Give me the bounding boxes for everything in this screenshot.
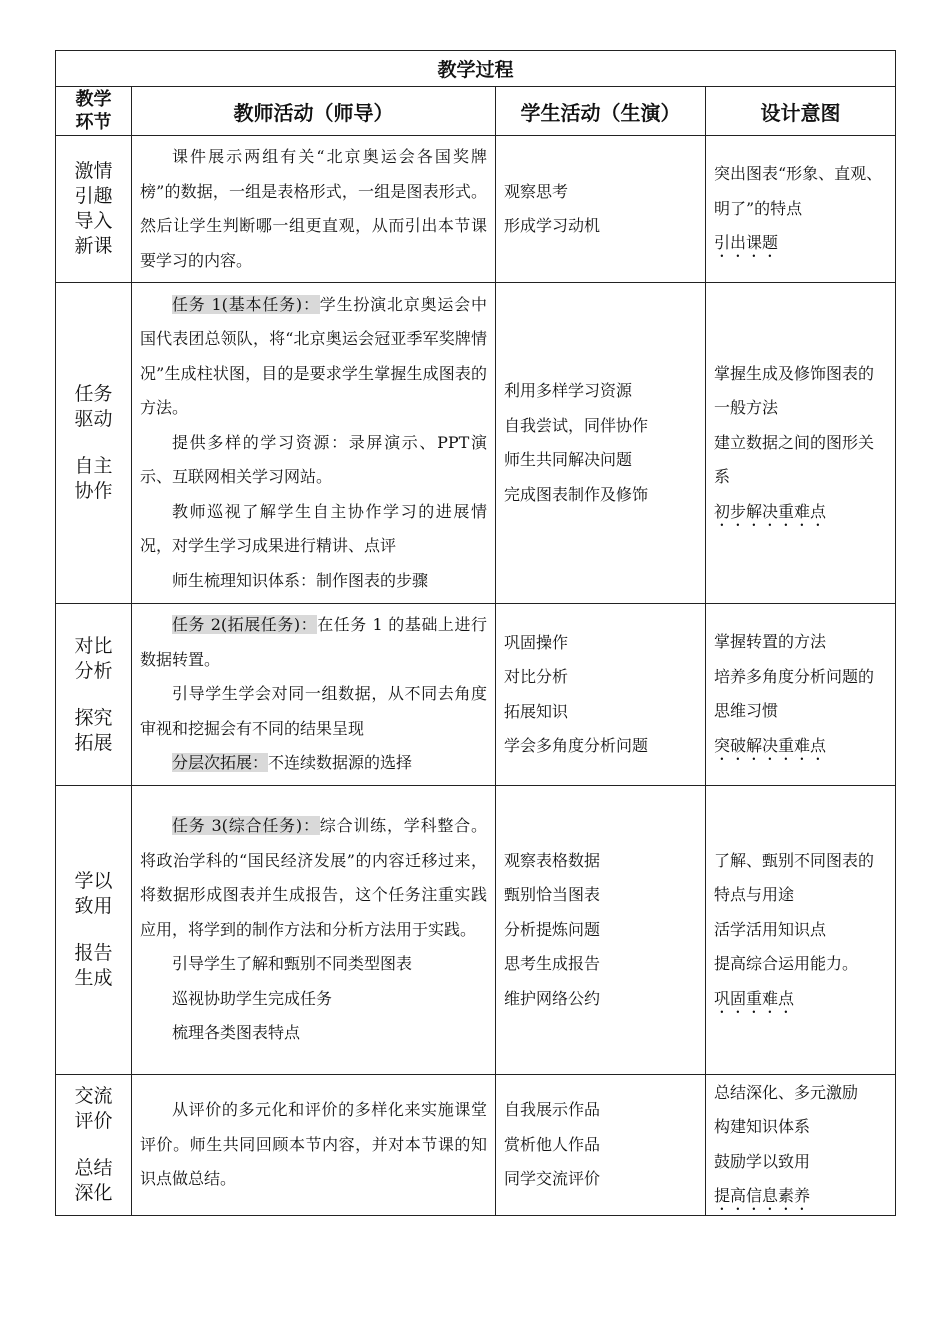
teacher-text: 在任务 1 的基础上进行数据转置。 [140, 615, 487, 669]
teaching-process-table [55, 50, 896, 1216]
stage-cell [56, 136, 132, 283]
stage-text: 分析 [74, 659, 113, 682]
design-intent-cell [706, 1075, 896, 1216]
teacher-text: 学生扮演北京奥运会中国代表团总领队，将“北京奥运会冠亚季军奖牌情况”生成柱状图，目的是要求学生掌握生成图表的方法。 [140, 294, 487, 418]
teacher-paragraph [140, 426, 487, 495]
student-activity-cell [496, 283, 706, 604]
design-intent-cell [706, 786, 896, 1075]
teacher-paragraph [140, 677, 487, 746]
table-row [56, 786, 896, 1075]
stage-text: 评价 [74, 1110, 113, 1132]
teacher-paragraph [140, 1016, 487, 1051]
design-key-point: 提高信息素养 [714, 1186, 811, 1206]
stage-gap [56, 919, 131, 941]
teacher-text: 从评价的多元化和评价的多样化来实施课堂评价。师生共同回顾本节内容，并对本节课的知识点做总结。 [140, 1100, 487, 1189]
stage-cell [56, 1075, 132, 1216]
stage-text: 对比 [74, 634, 113, 657]
teacher-paragraph [140, 288, 487, 426]
stage-text: 学以 [74, 870, 113, 892]
teacher-paragraph [140, 608, 487, 677]
design-key-point: 初步解决重难点 [714, 501, 827, 521]
teacher-paragraph [140, 809, 487, 947]
stage-text: 报告 [74, 942, 113, 964]
teacher-paragraph [140, 982, 487, 1017]
teacher-text: 师生梳理知识体系：制作图表的步骤 [172, 570, 429, 590]
student-activity-item: 赏析他人作品 [504, 1134, 601, 1154]
header-teacher: 教师活动（师导） [132, 87, 496, 136]
student-activity-item: 观察表格数据 [504, 850, 601, 870]
stage-text: 激情 [74, 160, 113, 182]
teacher-activity-cell [132, 604, 496, 786]
stage-gap [56, 432, 131, 454]
student-activity-item: 形成学习动机 [504, 216, 601, 235]
stage-cell [56, 604, 132, 786]
task-label: 任务 3(综合任务)： [172, 816, 320, 836]
design-intent-item: 总结深化、多元激励 [714, 1082, 859, 1102]
stage-text: 自主 [74, 455, 113, 477]
student-activity-item: 同学交流评价 [504, 1169, 601, 1189]
design-intent-item: 鼓励学以致用 [714, 1151, 811, 1171]
table-row [56, 283, 896, 604]
teacher-activity-cell [132, 786, 496, 1075]
design-intent-cell [706, 136, 896, 283]
task-label: 任务 2(拓展任务)： [172, 615, 318, 635]
design-intent-item: 掌握生成及修饰图表的一般方法 [714, 363, 875, 417]
teacher-paragraph [140, 495, 487, 564]
stage-cell [56, 283, 132, 604]
teacher-paragraph [140, 746, 487, 781]
header-design: 设计意图 [706, 87, 896, 136]
student-activity-item: 师生共同解决问题 [504, 450, 633, 469]
stage-text: 深化 [74, 1182, 113, 1204]
student-activity-item: 完成图表制作及修饰 [504, 484, 649, 504]
design-key-point: 巩固重难点 [714, 988, 795, 1008]
stage-text: 协作 [74, 480, 113, 502]
student-activity-item: 自我尝试，同伴协作 [504, 415, 649, 435]
design-intent-item: 构建知识体系 [714, 1117, 811, 1137]
student-activity-item: 对比分析 [504, 667, 569, 686]
teacher-text: 引导学生了解和甄别不同类型图表 [172, 954, 413, 974]
design-intent-cell [706, 604, 896, 786]
teacher-text: 巡视协助学生完成任务 [172, 988, 333, 1008]
header-stage-line1: 教学 [75, 89, 112, 110]
student-activity-item: 观察思考 [504, 181, 569, 201]
stage-text: 驱动 [74, 408, 113, 430]
stage-gap [56, 684, 131, 706]
task-label: 分层次拓展： [172, 753, 269, 773]
design-intent-item: 培养多角度分析问题的思维习惯 [714, 666, 875, 721]
student-activity-item: 学会多角度分析问题 [504, 736, 649, 755]
design-key-point: 突破解决重难点 [714, 735, 827, 755]
header-stage-line2: 环节 [75, 112, 112, 133]
teacher-activity-cell [132, 1075, 496, 1216]
header-student: 学生活动（生演） [496, 87, 706, 136]
stage-text: 导入 [74, 210, 113, 232]
teacher-text: 综合训练，学科整合。将政治学科的“国民经济发展”的内容迁移过来，将数据形成图表并生成报告，这个任务注重实践应用，将学到的制作方法和分析方法用于实践。 [140, 816, 487, 939]
stage-text: 拓展 [74, 731, 113, 754]
stage-text: 探究 [74, 706, 113, 729]
task-label: 任务 1(基本任务)： [172, 294, 320, 314]
student-activity-item: 巩固操作 [504, 632, 569, 652]
teacher-paragraph [140, 564, 487, 599]
student-activity-item: 甄别恰当图表 [504, 885, 601, 905]
teacher-text: 梳理各类图表特点 [172, 1023, 301, 1043]
stage-text: 致用 [74, 895, 113, 917]
teacher-text: 不连续数据源的选择 [268, 753, 413, 773]
design-intent-item: 活学活用知识点 [714, 919, 827, 939]
student-activity-item: 维护网络公约 [504, 988, 601, 1008]
teacher-activity-cell [132, 283, 496, 604]
stage-text: 生成 [74, 967, 113, 989]
stage-text: 新课 [74, 235, 113, 257]
teacher-paragraph [140, 1093, 487, 1197]
teacher-paragraph [140, 140, 487, 278]
design-intent-item: 掌握转置的方法 [714, 632, 827, 652]
teacher-text: 提供多样的学习资源：录屏演示、PPT演示、互联网相关学习网站。 [140, 432, 487, 487]
student-activity-item: 思考生成报告 [504, 954, 601, 974]
design-intent-item: 突出图表“形象、直观、明了”的特点 [714, 164, 883, 218]
teacher-text: 引导学生学会对同一组数据，从不同去角度审视和挖掘会有不同的结果呈现 [140, 684, 487, 738]
stage-cell [56, 786, 132, 1075]
student-activity-cell [496, 786, 706, 1075]
teacher-activity-cell [132, 136, 496, 283]
student-activity-cell [496, 136, 706, 283]
student-activity-item: 分析提炼问题 [504, 919, 601, 939]
design-intent-item: 提高综合运用能力。 [714, 954, 859, 973]
teacher-text: 教师巡视了解学生自主协作学习的进展情况，对学生学习成果进行精讲、点评 [140, 501, 487, 556]
table-row [56, 604, 896, 786]
teacher-paragraph [140, 947, 487, 982]
stage-text: 引趣 [74, 185, 113, 207]
student-activity-item: 利用多样学习资源 [504, 381, 633, 400]
table-title: 教学过程 [56, 51, 896, 87]
table-row [56, 136, 896, 283]
stage-text: 交流 [74, 1085, 113, 1107]
student-activity-item: 拓展知识 [504, 701, 569, 721]
design-key-point: 引出课题 [714, 233, 779, 252]
design-intent-cell [706, 283, 896, 604]
student-activity-cell [496, 1075, 706, 1216]
table-row [56, 1075, 896, 1216]
stage-text: 任务 [74, 383, 113, 405]
student-activity-item: 自我展示作品 [504, 1100, 601, 1120]
header-stage [56, 87, 132, 136]
stage-gap [56, 1134, 131, 1156]
teacher-text: 课件展示两组有关“北京奥运会各国奖牌榜”的数据，一组是表格形式，一组是图表形式。然后让学生判断哪一组更直观，从而引出本节课要学习的内容。 [140, 147, 487, 270]
stage-text: 总结 [74, 1157, 113, 1179]
design-intent-item: 建立数据之间的图形关系 [714, 432, 875, 486]
student-activity-cell [496, 604, 706, 786]
design-intent-item: 了解、甄别不同图表的特点与用途 [714, 850, 875, 904]
